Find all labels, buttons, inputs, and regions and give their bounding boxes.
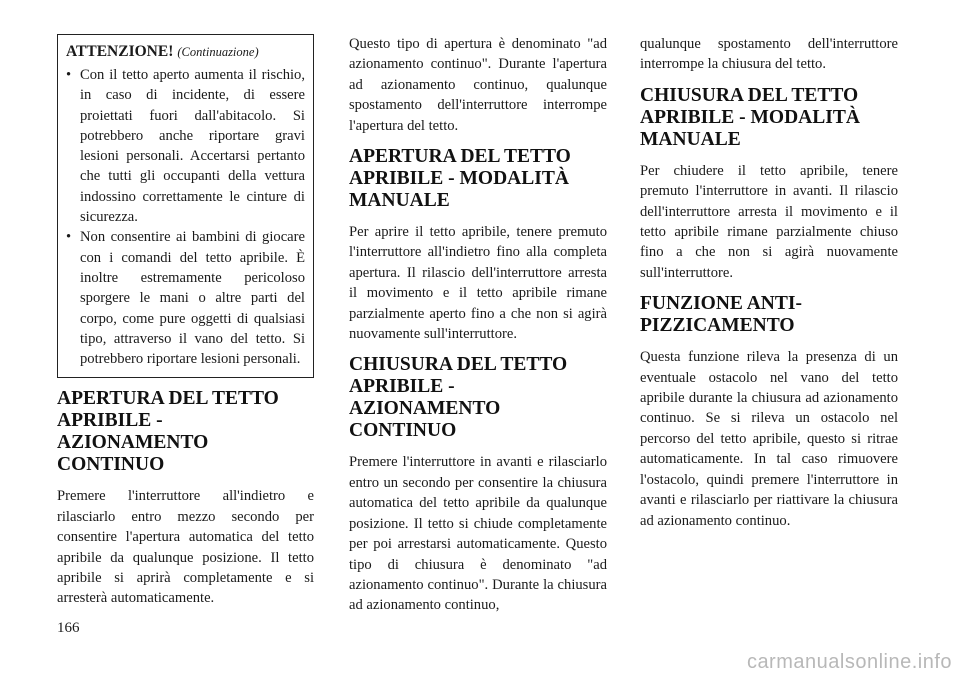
heading-chiusura-manuale: CHIUSURA DEL TETTO APRIBILE - MODALITÀ MANUALE (640, 84, 860, 150)
column-2 (349, 34, 607, 626)
heading-chiusura-continuo: CHIUSURA DEL TETTO APRIBILE - AZIONAMENTO CONTINUO (349, 354, 568, 442)
column-1 (57, 34, 314, 619)
paragraph-anti-pizzicamento: Questa funzione rileva la presenza di un eventuale ostacolo nel vano del tetto apribile durante la chiusura ad azionamento continuo. Se si rileva un ostacolo nel percorso del tetto apribile, questo si ritrae automaticamente. In tal caso rimuovere l'ostacolo, quindi premere l'interruttore in avanti e rilasciarlo per riattivare la chiusura ad azionamento continuo. (640, 349, 898, 529)
paragraph-chiusura-manuale: Per chiudere il tetto apribile, tenere premuto l'interruttore in avanti. Il rilascio dell'interruttore arresta il movimento e il tetto apribile rimane parzialmente chiuso fino a che non si agirà nuovamente sull'interruttore. (640, 162, 898, 281)
watermark[interactable]: carmanualsonline.info (746, 651, 952, 673)
warning-title (66, 42, 305, 62)
warning-label: ATTENZIONE! (66, 43, 174, 60)
heading-anti-pizzicamento: FUNZIONE ANTI-PIZZICAMENTO (640, 293, 802, 337)
warning-continuation: (Continuazione) (177, 45, 259, 59)
column-3 (640, 34, 898, 541)
paragraph-chiusura-continuo: Premere l'interruttore in avanti e rilasciarlo entro un secondo per consentire la chiusura automatica del tetto apribile da qualunque posizione. Il tetto si chiude completamente per poi arrestarsi automaticamente. Questo tipo di chiusura è denominato "ad azionamento continuo". Durante la chiusura ad azionamento continuo, (349, 454, 607, 614)
warning-box (57, 34, 314, 378)
warning-bullet: • Con il tetto aperto aumenta il rischio, in caso di incidente, di essere proiettati fuori dall'abitacolo. Si potrebbero anche riportare gravi lesioni personali. Accertarsi pertanto che tutti gli occupanti della vettura indossino correttamente le cinture di sicurezza. (66, 65, 305, 227)
paragraph-chiusura-continuo-cont: qualunque spostamento dell'interruttore interrompe la chiusura del tetto. (640, 36, 898, 73)
warning-list (66, 65, 305, 369)
heading-apertura-continuo: APERTURA DEL TETTO APRIBILE - AZIONAMENTO CONTINUO (57, 388, 279, 476)
heading-apertura-manuale: APERTURA DEL TETTO APRIBILE - MODALITÀ MANUALE (349, 146, 571, 212)
warning-bullet: • Non consentire ai bambini di giocare con i comandi del tetto apribile. È inoltre estremamente pericoloso sporgere le mani o altre parti del corpo, come pure oggetti di qualsiasi tipo, attraverso il vano del tetto. Si potrebbero riportare lesioni personali. (66, 227, 305, 369)
paragraph-apertura-continuo-cont: Questo tipo di apertura è denominato "ad azionamento continuo". Durante l'apertura ad azionamento continuo, qualunque spostamento dell'interruttore interrompe l'apertura del tetto. (349, 36, 607, 134)
paragraph-apertura-continuo: Premere l'interruttore all'indietro e rilasciarlo entro mezzo secondo per consentire l'apertura automatica del tetto apribile da qualunque posizione. Il tetto apribile si aprirà completamente e si arresterà automaticamente. (57, 488, 314, 607)
page-number: 166 (57, 620, 80, 636)
paragraph-apertura-manuale: Per aprire il tetto apribile, tenere premuto l'interruttore all'indietro fino alla completa apertura. Il rilascio dell'interruttore arresta il movimento e il tetto apribile rimane parzialmente aperto fino a che non si agirà nuovamente sull'interruttore. (349, 224, 607, 343)
